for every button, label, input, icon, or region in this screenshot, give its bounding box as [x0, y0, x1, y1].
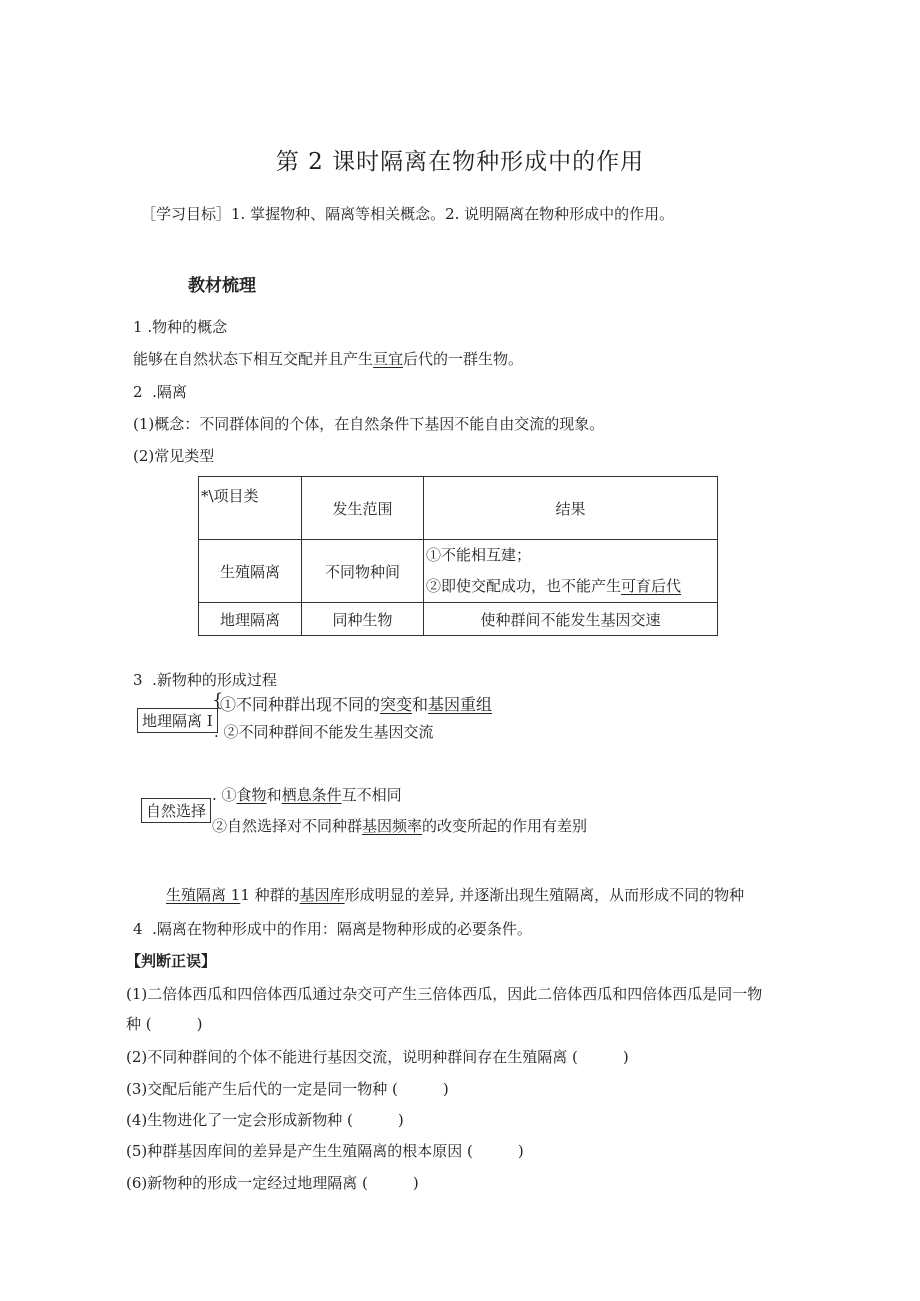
table-row — [199, 540, 718, 603]
geo-point-2: . ②不同种群间不能发生基因交流 — [214, 723, 434, 741]
table-cell-result: 使种群间不能发生基因交速 — [424, 603, 718, 636]
table-cell-name: 生殖隔离 — [199, 540, 302, 603]
nat-point-2 — [212, 815, 587, 836]
result-line-1: ①不能相互建； — [426, 546, 532, 564]
reproductive-isolation-line — [166, 884, 744, 905]
table-row — [199, 603, 718, 636]
judge-question-5: (5)种群基因库间的差异是产生生殖隔离的根本原因 ( ) — [126, 1142, 524, 1160]
nat-point-2-text: ②自然选择对不同种群 — [212, 817, 363, 835]
section-3-number: 3 — [133, 671, 143, 689]
section-4 — [133, 918, 532, 939]
section-heading: 教材梳理 — [188, 276, 256, 296]
table-cell-result — [424, 540, 718, 603]
table-corner-cell: *\项目类 — [199, 477, 302, 540]
geo-point-1 — [220, 692, 492, 715]
judge-question-4: (4)生物进化了一定会形成新物种 ( ) — [126, 1111, 404, 1129]
table-cell-name: 地理隔离 — [199, 603, 302, 636]
repro-text: 形成明显的差异, 并逐渐出现生殖隔离，从而形成不同的物种 — [344, 886, 745, 904]
geographic-isolation-label: 地理隔离 I — [137, 708, 218, 733]
judge-question-6: (6)新物种的形成一定经过地理隔离 ( ) — [126, 1174, 419, 1192]
judge-question-1-line-2: 种 ( ) — [126, 1015, 203, 1033]
result-line-2-text: ②即使交配成功，也不能产生 — [426, 577, 622, 595]
table-header-scope: 发生范围 — [302, 477, 424, 540]
section-4-number: 4 — [133, 920, 143, 938]
learning-objectives: ［学习目标］1. 掌握物种、隔离等相关概念。2. 说明隔离在物种形成中的作用。 — [141, 205, 675, 223]
judge-heading: 【判断正误】 — [126, 952, 217, 970]
table-cell-scope: 不同物种间 — [302, 540, 424, 603]
species-definition-part: 能够在自然状态下相互交配并且产生 — [133, 350, 374, 368]
table-cell-scope: 同种生物 — [302, 603, 424, 636]
section-4-text: .隔离在物种形成中的作用：隔离是物种形成的必要条件。 — [152, 920, 532, 938]
reproductive-isolation-label: 生殖隔离 1 — [166, 886, 241, 904]
isolation-types-heading: (2)常见类型 — [133, 447, 215, 465]
section-3-heading — [133, 669, 277, 690]
judge-question-1-line-1: (1)二倍体西瓜和四倍体西瓜通过杂交可产生三倍体西瓜，因此二倍体西瓜和四倍体西瓜是同一物 — [126, 985, 763, 1003]
nat-point-2-text: 的改变所起的作用有差别 — [422, 817, 588, 835]
brace-symbol: { — [212, 690, 224, 711]
table-header-row — [199, 477, 718, 540]
nat-point-1-text: 互不相同 — [341, 786, 402, 804]
repro-gene-pool: 基因库 — [299, 886, 345, 904]
species-definition — [133, 348, 523, 369]
nat-point-2-gene-frequency: 基因频率 — [362, 817, 423, 835]
result-line-2-underlined: 可育后代 — [621, 577, 682, 595]
table-header-result: 结果 — [424, 477, 718, 540]
geo-point-1-and: 和 — [412, 695, 429, 714]
repro-text: 1 种群的 — [240, 886, 300, 904]
judge-question-2: (2)不同种群间的个体不能进行基因交流，说明种群间存在生殖隔离 ( ) — [126, 1048, 629, 1066]
section-1-number: 1 — [133, 318, 143, 336]
nat-point-1-food: 食物 — [236, 786, 267, 804]
geo-point-1-text: ①不同种群出现不同的 — [220, 695, 381, 714]
species-definition-underlined: 亘宜 — [373, 350, 404, 368]
page-title: 第 2 课时隔离在物种形成中的作用 — [275, 149, 645, 175]
nat-point-1 — [212, 784, 402, 805]
section-1-heading — [133, 316, 227, 337]
species-definition-part: 后代的一群生物。 — [403, 350, 524, 368]
section-2-number: 2 — [133, 383, 143, 401]
isolation-concept: (1)概念：不同群体间的个体，在自然条件下基因不能自由交流的现象。 — [133, 415, 605, 433]
geo-point-1-recombination: 基因重组 — [428, 695, 493, 714]
result-line-2 — [426, 571, 717, 602]
judge-question-3: (3)交配后能产生后代的一定是同一物种 ( ) — [126, 1080, 449, 1098]
natural-selection-label: 自然选择 — [141, 798, 211, 823]
nat-point-1-and: 和 — [266, 786, 282, 804]
section-2-title: .隔离 — [152, 383, 187, 401]
geo-point-1-mutation: 突变 — [380, 695, 413, 714]
nat-point-1-mark: . ① — [212, 786, 237, 804]
isolation-types-table — [198, 476, 718, 636]
section-2-heading — [133, 381, 187, 402]
section-1-title: .物种的概念 — [147, 318, 228, 336]
nat-point-1-habitat: 栖息条件 — [281, 786, 342, 804]
section-3-title: .新物种的形成过程 — [152, 671, 277, 689]
